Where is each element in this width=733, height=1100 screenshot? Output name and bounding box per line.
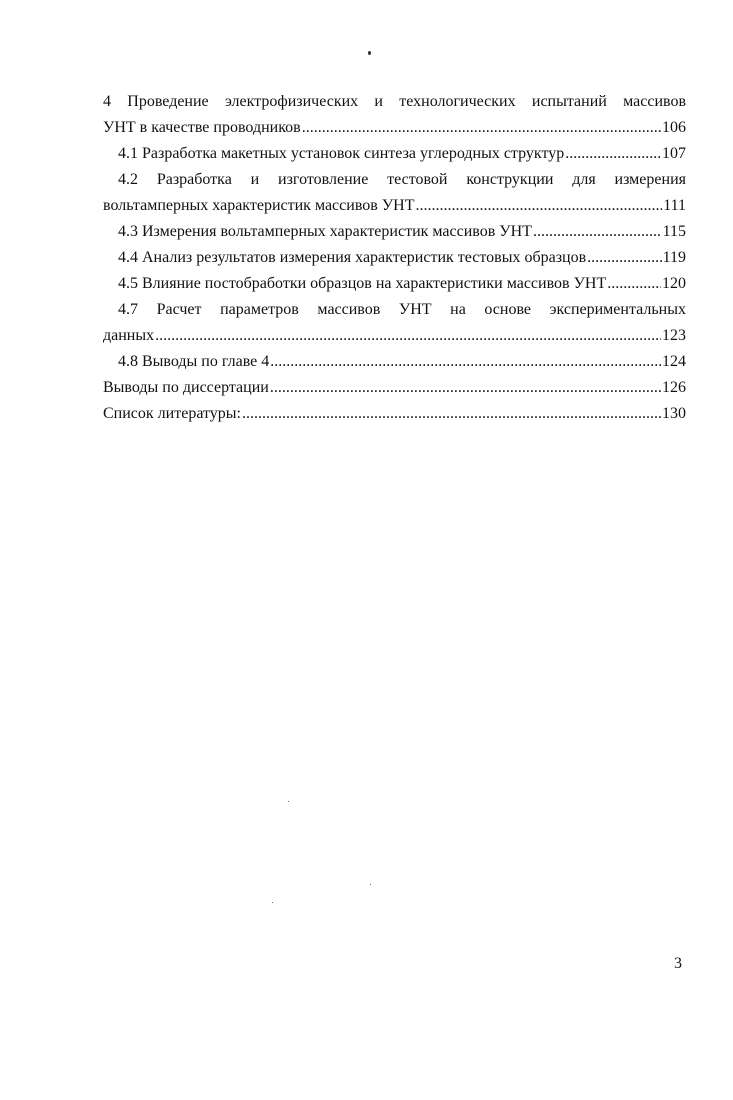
toc-entry-title: 4.5 Влияние постобработки образцов на характеристики массивов УНТ	[118, 275, 607, 292]
toc-entry-line	[103, 378, 686, 398]
toc-entry-title: Выводы по диссертации	[103, 379, 269, 396]
dot-leader	[607, 274, 661, 294]
toc-entry-title-cont: данных	[103, 327, 155, 344]
toc-entry-line	[103, 118, 686, 138]
toc-page-number: 111	[663, 197, 686, 214]
toc-entry-title: 4.8 Выводы по главе 4	[118, 353, 270, 370]
toc-entry-title-cont: УНТ в качестве проводников	[103, 119, 301, 136]
dot-leader	[587, 248, 661, 268]
toc-entry-title: 4.4 Анализ результатов измерения характеристик тестовых образцов	[118, 249, 587, 266]
toc-page-number: 130	[662, 405, 686, 422]
toc-entry-title: 4.1 Разработка макетных установок синтеза углеродных структур	[118, 145, 565, 162]
dot-leader	[242, 404, 661, 424]
toc-entry-line	[103, 404, 686, 424]
page-number: 3	[674, 955, 682, 972]
toc-page-number: 126	[662, 379, 686, 396]
toc-page-number: 120	[662, 275, 686, 292]
scan-speck	[368, 51, 371, 55]
dot-leader	[565, 144, 661, 164]
toc-entry-chapter-4[interactable]	[103, 92, 686, 138]
toc-entry-4-1[interactable]	[103, 144, 686, 164]
toc-entry-title: 4.3 Измерения вольтамперных характеристик массивов УНТ	[118, 223, 532, 240]
dot-leader	[270, 378, 661, 398]
toc-entry-line	[103, 196, 686, 216]
toc-entry-references[interactable]	[103, 404, 686, 424]
toc-entry-title: 4.7 Расчет параметров массивов УНТ на основе экспериментальных	[118, 301, 686, 318]
toc-entry-4-7[interactable]	[103, 300, 686, 346]
toc-entry-4-4[interactable]	[103, 248, 686, 268]
toc-entry-title: 4.2 Разработка и изготовление тестовой конструкции для измерения	[118, 171, 686, 188]
table-of-contents	[103, 92, 686, 430]
toc-entry-4-3[interactable]	[103, 222, 686, 242]
toc-entry-title: Список литературы:	[103, 405, 241, 422]
toc-entry-line	[118, 274, 686, 294]
toc-page-number: 119	[662, 249, 686, 266]
toc-page-number: 124	[662, 353, 686, 370]
dot-leader	[302, 118, 661, 138]
toc-entry-line	[118, 222, 686, 242]
toc-page-number: 115	[662, 223, 686, 240]
toc-page-number: 107	[662, 145, 686, 162]
dot-leader	[533, 222, 662, 242]
dot-leader	[415, 196, 662, 216]
toc-page-number: 123	[662, 327, 686, 344]
toc-entry-4-8[interactable]	[103, 352, 686, 372]
toc-entry-4-5[interactable]	[103, 274, 686, 294]
toc-entry-line	[118, 352, 686, 372]
toc-entry-4-2[interactable]	[103, 170, 686, 216]
dot-leader	[270, 352, 661, 372]
scan-speck	[370, 884, 371, 885]
scan-speck	[272, 902, 273, 903]
toc-entry-title: 4 Проведение электрофизических и технологических испытаний массивов	[103, 93, 686, 110]
scan-speck	[288, 801, 289, 802]
toc-entry-line	[118, 248, 686, 268]
toc-entry-title-cont: вольтамперных характеристик массивов УНТ	[103, 197, 415, 214]
toc-entry-line	[103, 326, 686, 346]
dot-leader	[155, 326, 661, 346]
toc-entry-line	[118, 144, 686, 164]
toc-page-number: 106	[662, 119, 686, 136]
toc-entry-conclusions[interactable]	[103, 378, 686, 398]
